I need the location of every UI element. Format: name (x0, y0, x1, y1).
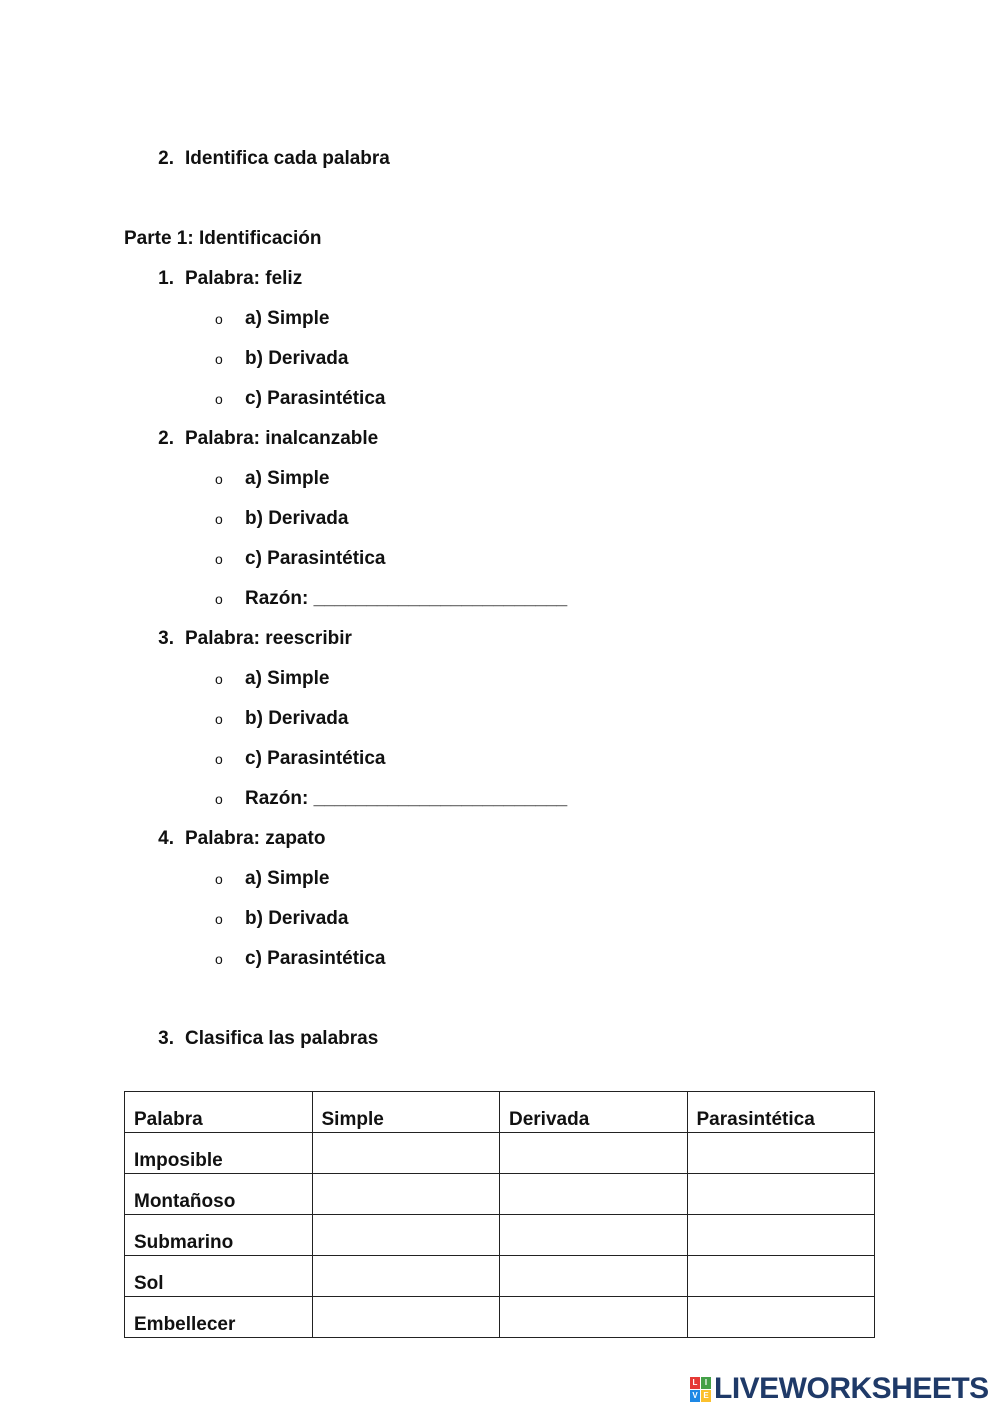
table-header-row (125, 1092, 875, 1133)
logo-letter: I (701, 1377, 711, 1389)
bullet-icon: o (215, 391, 223, 407)
classification-table (124, 1091, 875, 1338)
logo-letter: V (690, 1390, 700, 1402)
word-cell: Imposible (125, 1133, 313, 1174)
option-label: b) Derivada (245, 908, 349, 929)
answer-cell[interactable] (312, 1297, 500, 1338)
answer-cell[interactable] (687, 1174, 875, 1215)
question-number: 3. (158, 628, 174, 649)
section-number: 2. (158, 148, 174, 169)
header-cell: Derivada (500, 1092, 688, 1133)
bullet-icon: o (215, 471, 223, 487)
table-row (125, 1215, 875, 1256)
bullet-icon: o (215, 951, 223, 967)
header-cell: Parasintética (687, 1092, 875, 1133)
reason-label: Razón: ________________________ (245, 588, 568, 609)
table-row (125, 1256, 875, 1297)
logo-letter: L (690, 1377, 700, 1389)
option-label: c) Parasintética (245, 748, 386, 769)
section-title: Identifica cada palabra (185, 148, 390, 169)
answer-cell[interactable] (312, 1256, 500, 1297)
question-number: 1. (158, 268, 174, 289)
word-cell: Sol (125, 1256, 313, 1297)
logo-letter: E (701, 1390, 711, 1402)
word-cell: Submarino (125, 1215, 313, 1256)
answer-cell[interactable] (312, 1133, 500, 1174)
option-label: b) Derivada (245, 508, 349, 529)
option-label: b) Derivada (245, 348, 349, 369)
bullet-icon: o (215, 751, 223, 767)
answer-cell[interactable] (687, 1215, 875, 1256)
section-number: 3. (158, 1028, 174, 1049)
option-label: a) Simple (245, 468, 330, 489)
section-title: Clasifica las palabras (185, 1028, 379, 1049)
logo-mark-icon (690, 1377, 711, 1402)
option-label: b) Derivada (245, 708, 349, 729)
header-cell: Palabra (125, 1092, 313, 1133)
answer-cell[interactable] (687, 1133, 875, 1174)
option-label: a) Simple (245, 668, 330, 689)
question-number: 2. (158, 428, 174, 449)
question-word: Palabra: reescribir (185, 628, 352, 649)
answer-cell[interactable] (500, 1174, 688, 1215)
question-word: Palabra: inalcanzable (185, 428, 379, 449)
answer-cell[interactable] (312, 1174, 500, 1215)
answer-cell[interactable] (687, 1297, 875, 1338)
bullet-icon: o (215, 351, 223, 367)
word-cell: Montañoso (125, 1174, 313, 1215)
liveworksheets-logo (690, 1373, 989, 1405)
reason-label: Razón: ________________________ (245, 788, 568, 809)
answer-cell[interactable] (500, 1256, 688, 1297)
option-label: c) Parasintética (245, 388, 386, 409)
bullet-icon: o (215, 791, 223, 807)
bullet-icon: o (215, 311, 223, 327)
answer-cell[interactable] (687, 1256, 875, 1297)
bullet-icon: o (215, 551, 223, 567)
bullet-icon: o (215, 671, 223, 687)
bullet-icon: o (215, 911, 223, 927)
answer-cell[interactable] (500, 1133, 688, 1174)
question-number: 4. (158, 828, 174, 849)
option-label: c) Parasintética (245, 948, 386, 969)
word-cell: Embellecer (125, 1297, 313, 1338)
question-word: Palabra: feliz (185, 268, 303, 289)
bullet-icon: o (215, 871, 223, 887)
table-row (125, 1174, 875, 1215)
answer-cell[interactable] (500, 1215, 688, 1256)
table-row (125, 1297, 875, 1338)
bullet-icon: o (215, 511, 223, 527)
part-title: Parte 1: Identificación (124, 228, 322, 249)
bullet-icon: o (215, 711, 223, 727)
header-cell: Simple (312, 1092, 500, 1133)
bullet-icon: o (215, 591, 223, 607)
logo-text: LIVEWORKSHEETS (714, 1372, 989, 1405)
option-label: c) Parasintética (245, 548, 386, 569)
option-label: a) Simple (245, 868, 330, 889)
answer-cell[interactable] (312, 1215, 500, 1256)
option-label: a) Simple (245, 308, 330, 329)
table-row (125, 1133, 875, 1174)
question-word: Palabra: zapato (185, 828, 326, 849)
answer-cell[interactable] (500, 1297, 688, 1338)
